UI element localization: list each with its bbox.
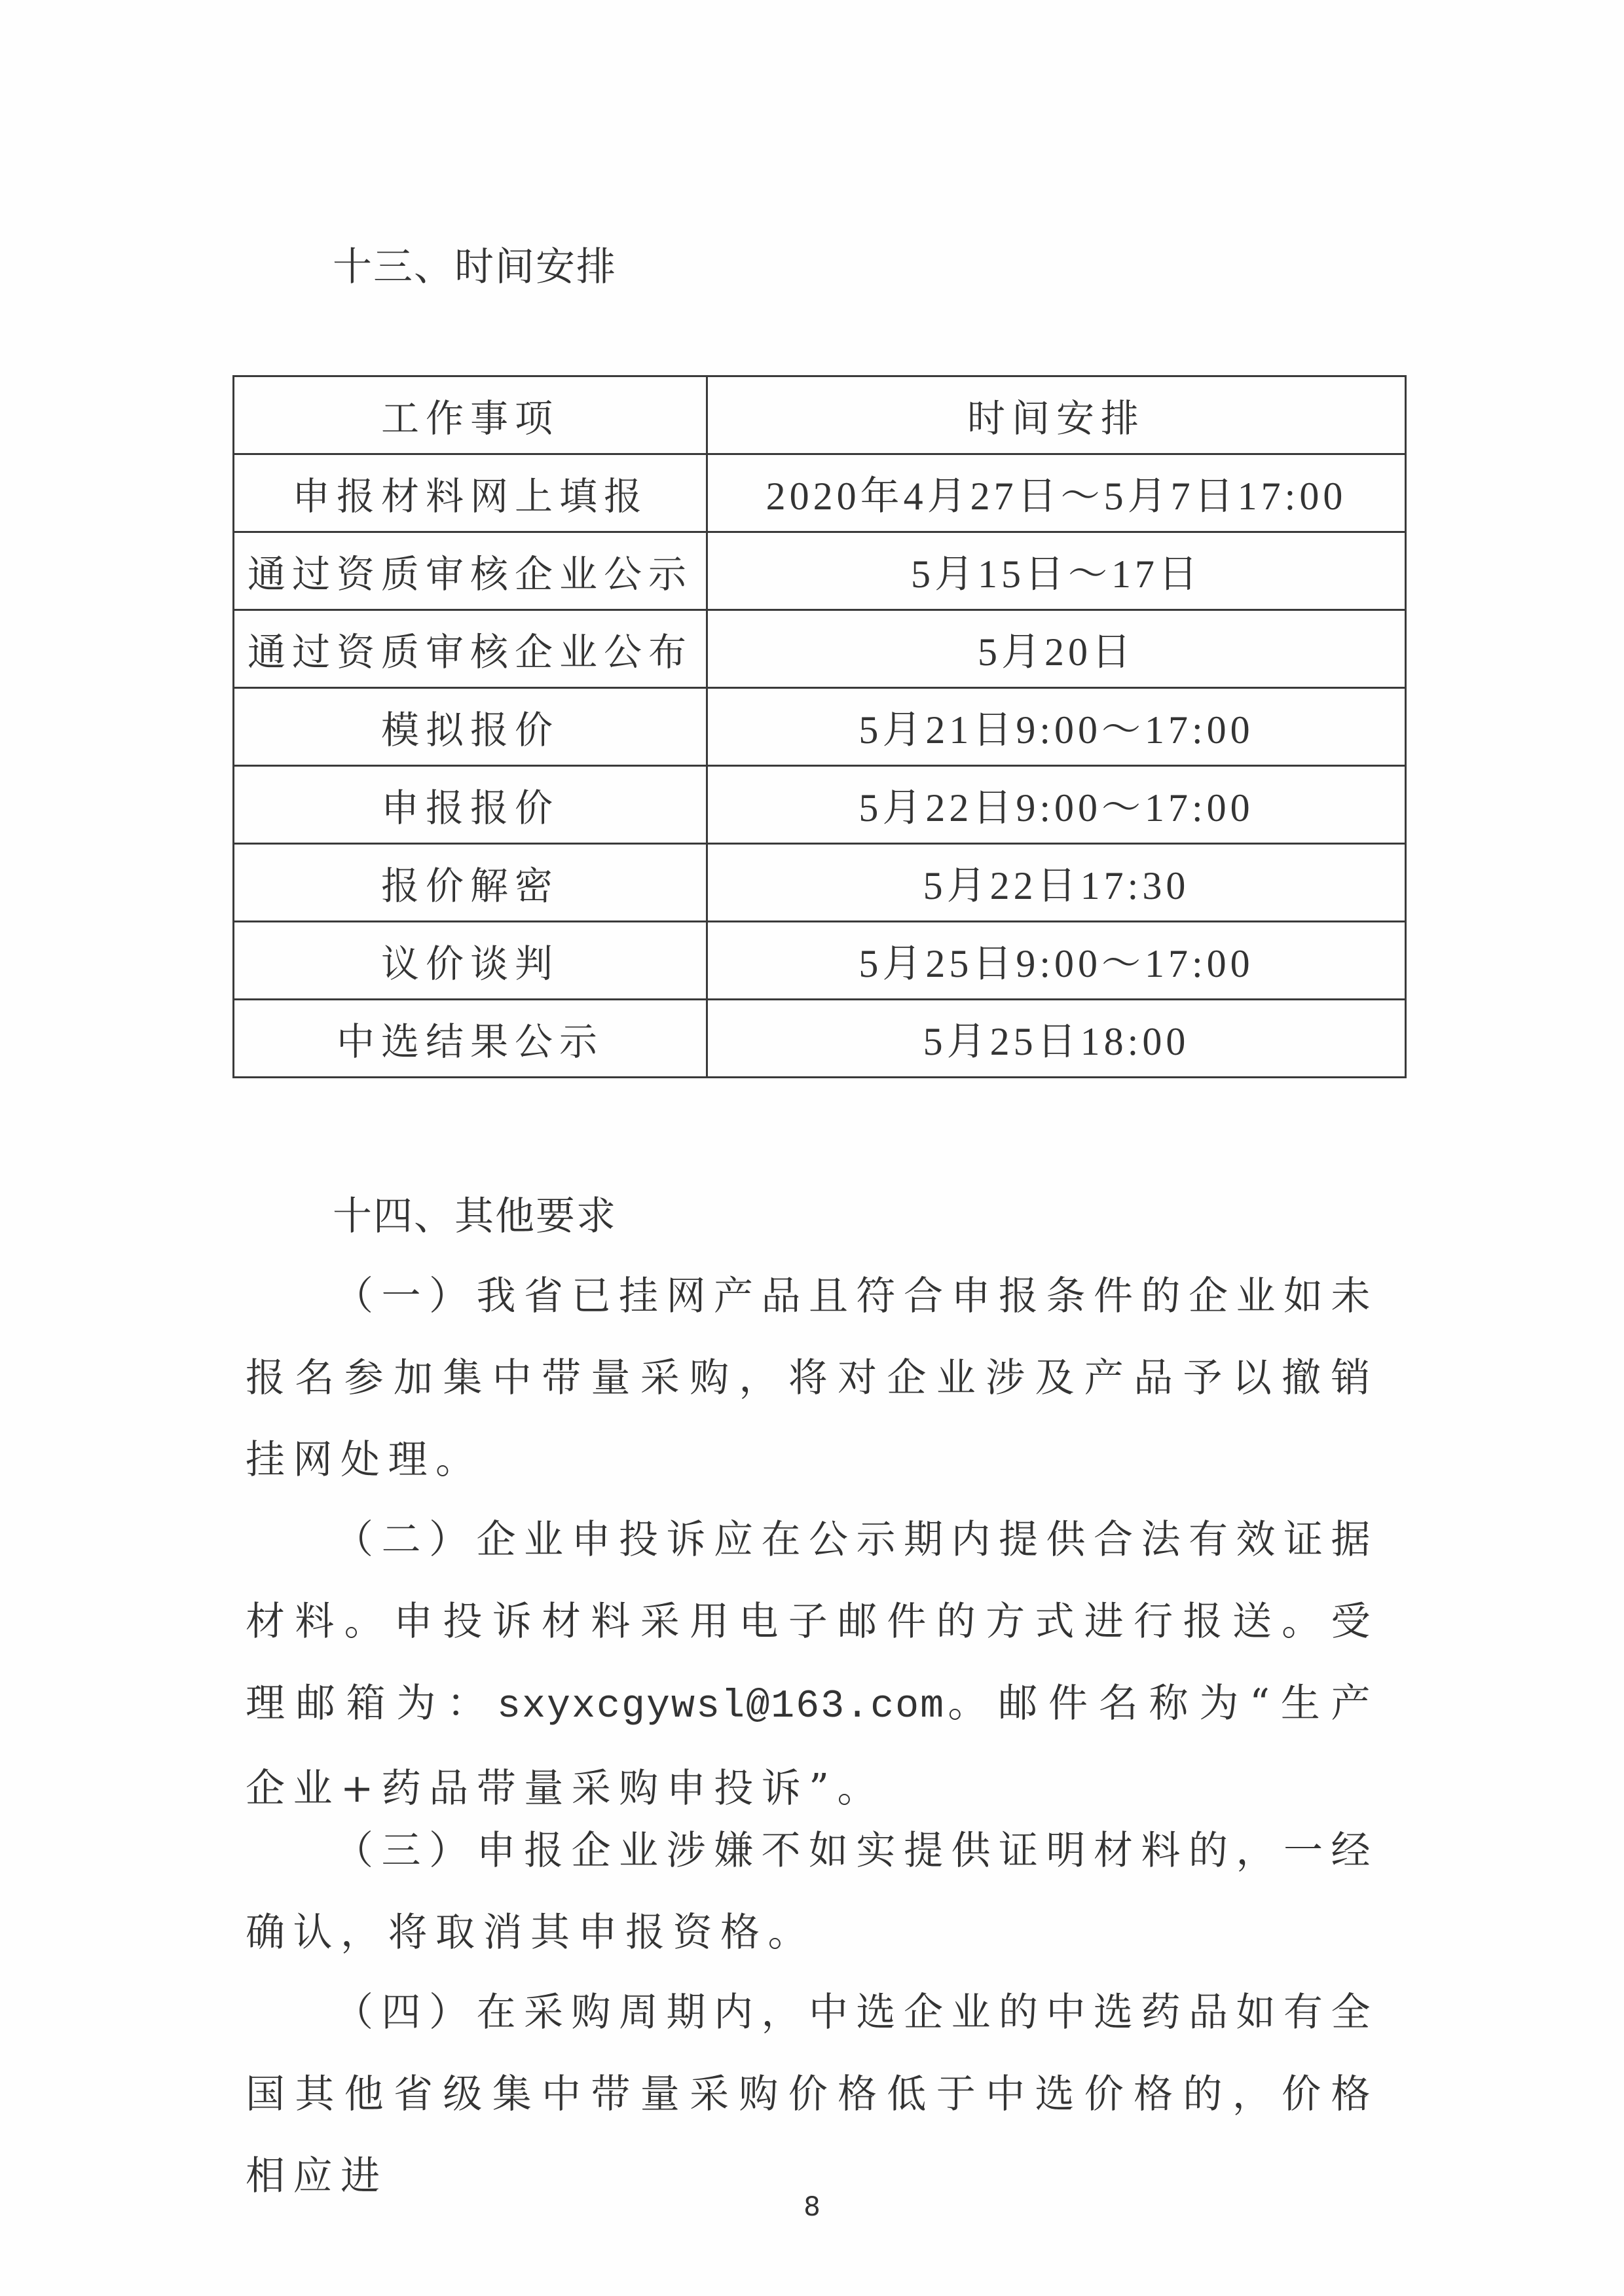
work-item-cell: 议价谈判 — [234, 922, 707, 1000]
column-header-time: 时间安排 — [707, 376, 1406, 454]
work-item-cell: 通过资质审核企业公布 — [234, 610, 707, 688]
work-item-cell: 申报报价 — [234, 766, 707, 844]
table-row — [234, 844, 1406, 922]
work-item-cell: 报价解密 — [234, 844, 707, 922]
complaint-email-link[interactable]: sxyxcgywsl@163.com — [497, 1685, 946, 1729]
paragraph-requirement-4 — [246, 1972, 1378, 2217]
paragraph-text: （四）在采购周期内，中选企业的中选药品如有全国其他省级集中带量采购价格低于中选价格的，价格相应进 — [246, 1990, 1378, 2199]
table-row — [234, 610, 1406, 688]
time-cell: 5月22日17:30 — [707, 844, 1406, 922]
time-cell: 5月15日～17日 — [707, 532, 1406, 610]
paragraph-text: 。邮件名称为“生产企业+药品带量采购申投诉”。 — [246, 1681, 1379, 1812]
paragraph-requirement-2 — [246, 1499, 1378, 1830]
column-header-item: 工作事项 — [234, 376, 707, 454]
work-item-cell: 中选结果公示 — [234, 1000, 707, 1078]
table-row — [234, 766, 1406, 844]
time-cell: 5月25日18:00 — [707, 1000, 1406, 1078]
section-heading-other-requirements: 十四、其他要求 — [333, 1194, 617, 1239]
schedule-table — [232, 375, 1407, 1078]
work-item-cell: 申报材料网上填报 — [234, 454, 707, 532]
page-number: 8 — [803, 2192, 821, 2222]
time-cell: 2020年4月27日～5月7日17:00 — [707, 454, 1406, 532]
table-row — [234, 1000, 1406, 1078]
work-item-cell: 通过资质审核企业公示 — [234, 532, 707, 610]
paragraph-requirement-1 — [246, 1256, 1378, 1501]
time-cell: 5月22日9:00～17:00 — [707, 766, 1406, 844]
table-row — [234, 922, 1406, 1000]
table-row — [234, 688, 1406, 766]
table-row — [234, 532, 1406, 610]
table-header-row — [234, 376, 1406, 454]
paragraph-text: （二）企业申投诉应在公示期内提供合法有效证据材料。申投诉材料采用电子邮件的方式进行报送。受理邮箱为： — [246, 1517, 1378, 1726]
time-cell: 5月21日9:00～17:00 — [707, 688, 1406, 766]
paragraph-requirement-3 — [246, 1810, 1378, 1974]
work-item-cell: 模拟报价 — [234, 688, 707, 766]
paragraph-text: （一）我省已挂网产品且符合申报条件的企业如未报名参加集中带量采购，将对企业涉及产品予以撤销挂网处理。 — [246, 1273, 1378, 1483]
paragraph-text: （三）申报企业涉嫌不如实提供证明材料的，一经确认，将取消其申报资格。 — [246, 1828, 1378, 1956]
time-cell: 5月25日9:00～17:00 — [707, 922, 1406, 1000]
section-heading-schedule: 十三、时间安排 — [333, 244, 617, 290]
table-row — [234, 454, 1406, 532]
time-cell: 5月20日 — [707, 610, 1406, 688]
